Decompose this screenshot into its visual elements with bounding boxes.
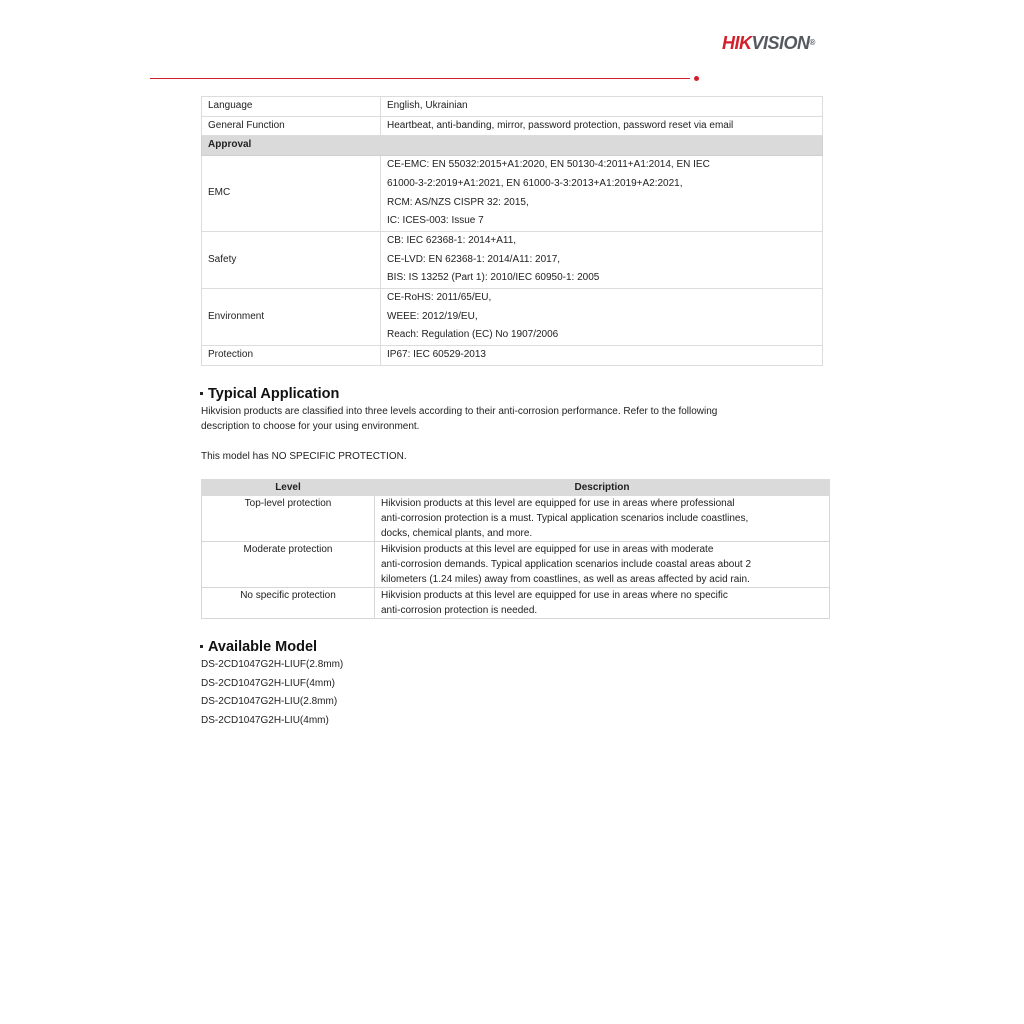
list-item: DS-2CD1047G2H-LIU(2.8mm) <box>201 696 338 708</box>
description-line: Hikvision products at this level are equipped for use in areas where professional <box>381 498 735 509</box>
description-cell <box>375 588 830 619</box>
description-line: kilometers (1.24 miles) away from coastlines, as well as areas affected by acid rain. <box>381 574 750 585</box>
logo-text-red: HIK <box>722 33 752 53</box>
header-divider-line <box>150 78 690 79</box>
spec-label: General Function <box>202 116 381 136</box>
spec-row-safety <box>202 231 823 288</box>
model-protection-note: This model has NO SPECIFIC PROTECTION. <box>201 451 407 462</box>
list-item: DS-2CD1047G2H-LIUF(4mm) <box>201 677 335 689</box>
spec-label: Safety <box>202 231 381 288</box>
description-cell <box>375 542 830 588</box>
protection-level-table <box>201 479 830 619</box>
spec-value <box>381 289 823 346</box>
typical-application-title: Typical Application <box>208 386 340 402</box>
typical-application-intro <box>201 404 821 434</box>
description-line: anti-corrosion protection is needed. <box>381 605 538 616</box>
description-line: Hikvision products at this level are equipped for use in areas with moderate <box>381 544 714 555</box>
column-header-level: Level <box>202 480 375 496</box>
spec-label: Language <box>202 97 381 117</box>
table-row <box>202 496 830 542</box>
model-list <box>201 656 343 731</box>
spec-row-emc <box>202 156 823 232</box>
bullet-icon <box>200 645 203 648</box>
table-row <box>202 542 830 588</box>
spec-value-line: IC: ICES-003: Issue 7 <box>387 215 484 227</box>
typical-application-heading <box>200 385 339 403</box>
spec-label: Environment <box>202 289 381 346</box>
intro-line: Hikvision products are classified into three levels according to their anti-corrosion performance. Refer to the following <box>201 406 718 417</box>
column-header-description: Description <box>375 480 830 496</box>
level-cell: Top-level protection <box>202 496 375 542</box>
spec-value-line: CE-EMC: EN 55032:2015+A1:2020, EN 50130-4:2011+A1:2014, EN IEC <box>387 159 710 171</box>
description-line: docks, chemical plants, and more. <box>381 528 533 539</box>
list-item: DS-2CD1047G2H-LIU(4mm) <box>201 715 329 727</box>
list-item: DS-2CD1047G2H-LIUF(2.8mm) <box>201 659 344 670</box>
description-line: Hikvision products at this level are equipped for use in areas where no specific <box>381 590 728 601</box>
level-cell: Moderate protection <box>202 542 375 588</box>
spec-label: Protection <box>202 346 381 366</box>
description-line: anti-corrosion protection is a must. Typical application scenarios include coastlines, <box>381 513 749 524</box>
spec-value-line: CE-LVD: EN 62368-1: 2014/A11: 2017, <box>387 253 561 265</box>
spec-value <box>381 156 823 232</box>
spec-value <box>381 231 823 288</box>
spec-row-language <box>202 97 823 117</box>
spec-table <box>201 96 823 366</box>
spec-row-protection <box>202 346 823 366</box>
intro-line: description to choose for your using environment. <box>201 421 420 432</box>
header-divider-dot <box>694 76 699 81</box>
spec-value-line: CB: IEC 62368-1: 2014+A11, <box>387 234 517 246</box>
spec-value-line: RCM: AS/NZS CISPR 32: 2015, <box>387 196 529 208</box>
description-cell <box>375 496 830 542</box>
spec-label: EMC <box>202 156 381 232</box>
table-header-row <box>202 480 830 496</box>
spec-value: Heartbeat, anti-banding, mirror, password protection, password reset via email <box>381 116 823 136</box>
logo-registered-mark: ® <box>809 38 815 47</box>
available-model-heading <box>200 638 317 656</box>
available-model-title: Available Model <box>208 639 318 655</box>
table-row <box>202 588 830 619</box>
spec-row-environment <box>202 289 823 346</box>
hikvision-logo <box>722 33 815 53</box>
spec-value: English, Ukrainian <box>381 97 823 117</box>
logo-text-gray: VISION <box>751 33 810 53</box>
bullet-icon <box>200 392 203 395</box>
spec-value: IP67: IEC 60529-2013 <box>381 346 823 366</box>
spec-value-line: CE-RoHS: 2011/65/EU, <box>387 292 492 304</box>
spec-value-line: BIS: IS 13252 (Part 1): 2010/IEC 60950-1: 2005 <box>387 272 600 284</box>
spec-section-approval <box>202 136 823 156</box>
spec-value-line: 61000-3-2:2019+A1:2021, EN 61000-3-3:2013+A1:2019+A2:2021, <box>387 177 683 189</box>
spec-value-line: Reach: Regulation (EC) No 1907/2006 <box>387 329 559 341</box>
level-cell: No specific protection <box>202 588 375 619</box>
spec-value-line: WEEE: 2012/19/EU, <box>387 310 478 322</box>
description-line: anti-corrosion demands. Typical application scenarios include coastal areas about 2 <box>381 559 752 570</box>
section-header-approval: Approval <box>202 136 823 156</box>
spec-row-general-function <box>202 116 823 136</box>
